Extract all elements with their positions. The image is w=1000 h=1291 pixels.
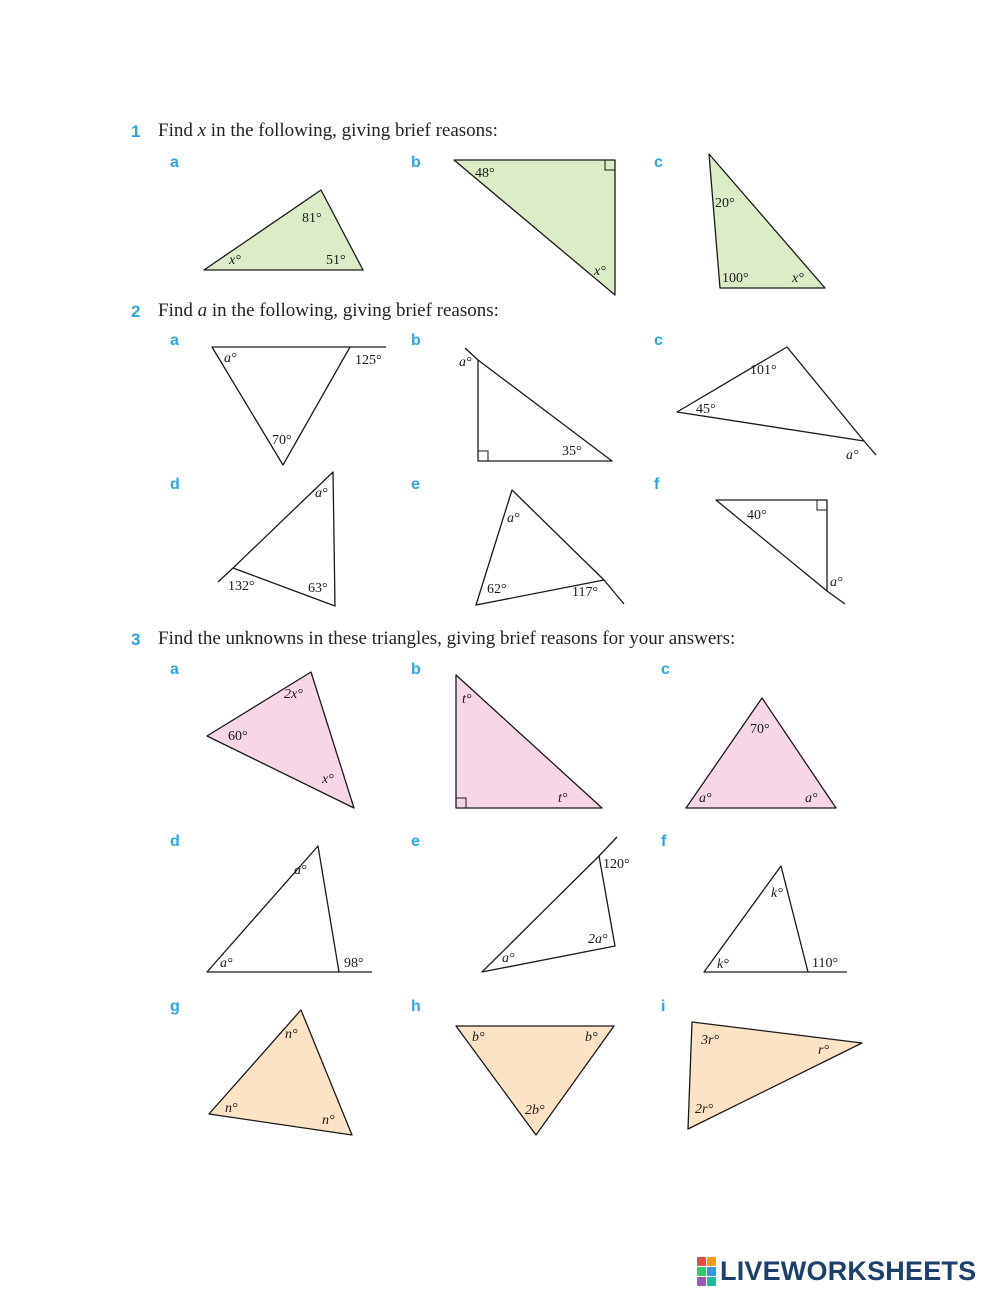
q3i-angle-top: 3r° <box>701 1033 720 1048</box>
q2f-angle-ext: a° <box>830 575 843 590</box>
question-1-number: 1 <box>131 122 141 141</box>
logo-text: LIVEWORKSHEETS <box>720 1255 977 1286</box>
q1a-angle-right: 51° <box>326 253 346 268</box>
q2b-angle-right: 35° <box>562 444 582 459</box>
q3a-triangle <box>207 672 354 808</box>
q1a-triangle <box>204 190 363 270</box>
q3e-triangle <box>482 837 630 972</box>
q2a-angle-bottom: 70° <box>272 433 292 448</box>
q3-part-i-label: i <box>661 998 666 1015</box>
question-2-variable: a <box>197 300 208 321</box>
q3-part-h-label: h <box>411 998 421 1015</box>
question-3-number: 3 <box>131 630 141 649</box>
logo-block <box>697 1257 706 1266</box>
q3f-angle-left: k° <box>717 957 729 972</box>
q2c-triangle <box>677 347 876 463</box>
q3-part-b-label: b <box>411 661 421 678</box>
q2f-angle-left: 40° <box>747 508 767 523</box>
liveworksheets-logo <box>697 1256 976 1286</box>
logo-block <box>707 1277 716 1286</box>
q3f-angle-ext: 110° <box>812 956 839 971</box>
q1b-angle-bottom: x° <box>594 264 606 279</box>
q2a-angle-left: a° <box>224 351 237 366</box>
q2-part-b-label: b <box>411 332 421 349</box>
q2a-angle-ext: 125° <box>355 353 382 368</box>
q3b-angle-top: t° <box>462 692 472 707</box>
q2-part-f-label: f <box>654 476 660 493</box>
q3g-angle-right: n° <box>322 1113 335 1128</box>
q1a-angle-left: x° <box>229 253 241 268</box>
q1c-angle-left: 100° <box>722 271 749 286</box>
q3g-angle-top: n° <box>285 1027 298 1042</box>
q2d-angle-ext: 132° <box>228 579 255 594</box>
q3a-angle-left: 60° <box>228 729 248 744</box>
q1c-angle-right: x° <box>792 271 804 286</box>
q3b-angle-right: t° <box>558 791 568 806</box>
q1c-angle-top: 20° <box>715 196 735 211</box>
q3b-triangle <box>456 675 602 808</box>
q3d-triangle <box>207 846 372 972</box>
q2e-angle-ext: 117° <box>572 585 599 600</box>
q3-part-d-label: d <box>170 833 180 850</box>
q2b-angle-top: a° <box>459 355 472 370</box>
q2c-angle-ext: a° <box>846 448 859 463</box>
q1-part-a-label: a <box>170 154 179 171</box>
q2d-angle-right: 63° <box>308 581 328 596</box>
q1-part-c-label: c <box>654 154 663 171</box>
q2-part-e-label: e <box>411 476 420 493</box>
q3h-angle-left: b° <box>472 1030 485 1045</box>
q2d-angle-top: a° <box>315 486 328 501</box>
q3d-angle-ext: 98° <box>344 956 364 971</box>
q3e-angle-left: a° <box>502 951 515 966</box>
q3f-triangle <box>704 866 847 972</box>
q2-part-a-label: a <box>170 332 179 349</box>
q3d-angle-left: a° <box>220 956 233 971</box>
q3e-angle-ext: 120° <box>603 857 630 872</box>
q3a-angle-top: 2x° <box>284 687 303 702</box>
q2c-angle-left: 45° <box>696 402 716 417</box>
logo-blocks-icon <box>697 1257 716 1286</box>
q3h-triangle <box>456 1026 614 1135</box>
question-3-text: Find the unknowns in these triangles, giving brief reasons for your answers: <box>158 628 736 649</box>
q2b-triangle <box>459 348 612 461</box>
q2-part-d-label: d <box>170 476 180 493</box>
logo-block <box>707 1267 716 1276</box>
q3g-angle-left: n° <box>225 1101 238 1116</box>
question-1-text-post: in the following, giving brief reasons: <box>206 120 498 141</box>
q3e-angle-right: 2a° <box>588 932 608 947</box>
q3-part-g-label: g <box>170 998 180 1015</box>
q3i-angle-right: r° <box>818 1043 830 1058</box>
q3-part-f-label: f <box>661 833 667 850</box>
q3h-angle-right: b° <box>585 1030 598 1045</box>
q3c-angle-left: a° <box>699 791 712 806</box>
q2d-triangle <box>218 472 335 606</box>
logo-block <box>697 1267 706 1276</box>
q2a-triangle <box>212 347 386 465</box>
question-2-number: 2 <box>131 302 141 321</box>
q3g-triangle <box>209 1010 352 1135</box>
q3i-triangle <box>688 1022 862 1129</box>
q3c-angle-top: 70° <box>750 722 770 737</box>
q2f-triangle <box>716 500 845 604</box>
q2-part-c-label: c <box>654 332 663 349</box>
q3c-triangle <box>686 698 836 808</box>
q3h-angle-bottom: 2b° <box>525 1103 545 1118</box>
logo-block <box>697 1277 706 1286</box>
q2c-angle-top: 101° <box>750 363 777 378</box>
q3f-angle-top: k° <box>771 886 783 901</box>
question-2-text-pre: Find <box>158 300 198 321</box>
question-1-text-pre: Find <box>158 120 198 141</box>
q2e-angle-left: 62° <box>487 582 507 597</box>
q1a-angle-top: 81° <box>302 211 322 226</box>
q3-part-a-label: a <box>170 661 179 678</box>
q3d-angle-top: a° <box>294 863 307 878</box>
q2e-triangle <box>476 490 624 605</box>
q3-part-e-label: e <box>411 833 420 850</box>
q1c-triangle <box>709 154 825 288</box>
q3c-angle-right: a° <box>805 791 818 806</box>
q3-part-c-label: c <box>661 661 670 678</box>
q1b-triangle <box>454 160 615 295</box>
q1-part-b-label: b <box>411 154 421 171</box>
q3a-angle-bottom: x° <box>322 772 334 787</box>
question-2-text-post: in the following, giving brief reasons: <box>207 300 499 321</box>
logo-block <box>707 1257 716 1266</box>
q1b-angle-left: 48° <box>475 166 495 181</box>
q2e-angle-top: a° <box>507 511 520 526</box>
question-1-variable: x <box>197 120 207 141</box>
q3i-angle-bottom: 2r° <box>695 1102 714 1117</box>
